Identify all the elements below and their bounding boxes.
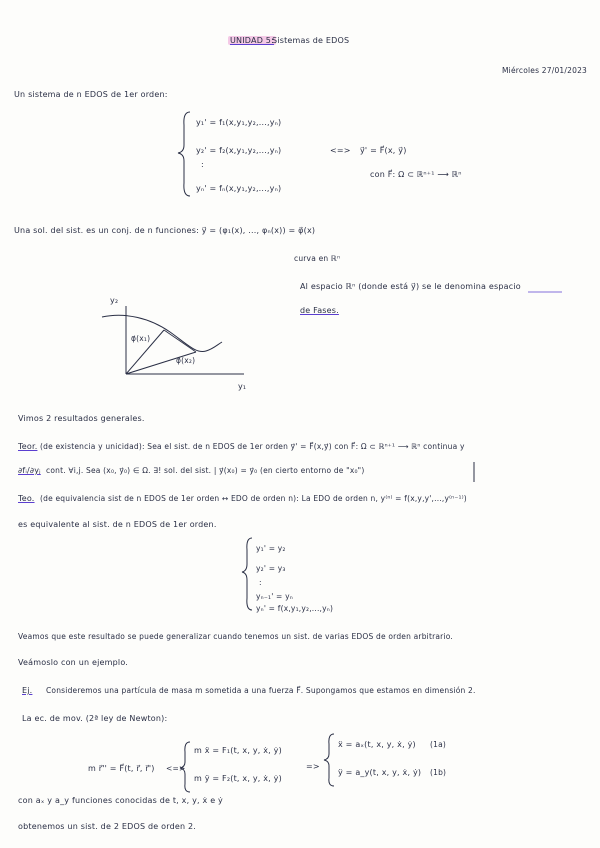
system-eq-2: y₂' = f₂(x,y₁,y₂,...,yₙ) (196, 146, 282, 155)
intro-line: Un sistema de n EDOS de 1er orden: (14, 90, 168, 99)
example-intro: Veámoslo con un ejemplo. (18, 658, 129, 667)
implies-symbol: => (306, 762, 320, 771)
theorem-2-line-1: (de equivalencia sist de n EDOS de 1er orden ↔ EDO de orden n): La EDO de orden n, y⁽ⁿ⁾ = f(x,y,y',...,y⁽ⁿ⁻¹⁾) (40, 494, 467, 503)
curve-note: curva en ℝⁿ (294, 254, 341, 263)
example-brace-2 (324, 734, 334, 786)
solution-curve (102, 315, 222, 351)
newton-vector-eq: m r⃗'' = F⃗(t, r⃗, r⃗') (88, 764, 155, 773)
generalize-line: Veamos que este resultado se puede generalizar cuando tenemos un sist. de varias EDOS de orden arbitrario. (18, 632, 453, 641)
phi-x2-label: φ⃗(x₂) (176, 356, 196, 365)
eq-tag-1a: (1a) (430, 740, 447, 749)
solution-line: Una sol. del sist. es un conj. de n funciones: y⃗ = (φ₁(x), ..., φₙ(x)) = φ⃗(x) (14, 226, 316, 235)
newton-x-eq: m ẍ = F₁(t, x, y, ẋ, ẏ) (194, 746, 282, 755)
graph-x-label: y₁ (238, 382, 247, 391)
system-eq-1: y₁' = f₁(x,y₁,y₂,...,yₙ) (196, 118, 282, 127)
phi-x1-label: φ⃗(x₁) (131, 334, 151, 343)
result-system-eq-1: y₁' = y₂ (256, 544, 286, 553)
equiv-symbol: <=> (330, 146, 351, 155)
results-intro: Vimos 2 resultados generales. (18, 414, 145, 423)
known-functions-line: con aₓ y a_y funciones conocidas de t, x, y, ẋ e ẏ (18, 796, 223, 805)
eq-tag-1b: (1b) (430, 768, 447, 777)
theorem-1-line-2: cont. ∀i,j. Sea (x₀, y⃗₀) ∈ Ω. ∃! sol. del sist. | y⃗(x₀) = y⃗₀ (en cierto entorno de "x₀") (46, 466, 365, 475)
phase-space-line-2: de Fases. (300, 306, 339, 315)
vector-equation: y⃗' = F⃗(x, y⃗) (360, 146, 407, 155)
conclusion-line: obtenemos un sist. de 2 EDOS de orden 2. (18, 822, 197, 831)
date-label: Miércoles 27/01/2023 (502, 66, 588, 75)
result-system-dots: : (259, 578, 262, 587)
theorem-1-line-1: (de existencia y unicidad): Sea el sist. de n EDOS de 1er orden y⃗' = F⃗(x,y⃗) con F⃗: Ω ⊂ ℝⁿ⁺¹ ⟶ ℝⁿ continua y (40, 442, 465, 451)
newton-y-eq: m ÿ = F₂(t, x, y, ẋ, ẏ) (194, 774, 282, 783)
page-title: Sistemas de EDOS (272, 36, 350, 45)
system-eq-n: yₙ' = fₙ(x,y₁,y₂,...,yₙ) (196, 184, 282, 193)
example-tag: Ej. (22, 686, 33, 695)
theorem-1-tag: Teor. (18, 442, 38, 451)
theorem-2-line-2: es equivalente al sist. de n EDOS de 1er orden. (18, 520, 217, 529)
accel-y-eq: ÿ = a_y(t, x, y, ẋ, ẏ) (338, 768, 422, 777)
result-brace (242, 538, 252, 610)
system-brace (178, 112, 190, 196)
newton-equiv: <=> (166, 764, 186, 773)
unit-label: UNIDAD 5: (230, 36, 274, 45)
result-system-eq-n: yₙ' = f(x,y₁,y₂,...,yₙ) (256, 604, 334, 613)
phase-space-line-1: Al espacio ℝⁿ (donde está y⃗) se le denomina espacio (300, 282, 521, 291)
theorem-2-tag: Teo. (18, 494, 35, 503)
example-text: Consideremos una partícula de masa m sometida a una fuerza F⃗. Supongamos que estamos en dimensión 2. (46, 686, 476, 695)
system-dots: : (201, 160, 204, 169)
domain-statement: con F⃗: Ω ⊂ ℝⁿ⁺¹ ⟶ ℝⁿ (370, 170, 462, 179)
graph-y-label: y₂ (110, 296, 119, 305)
result-system-eq-2: y₂' = y₃ (256, 564, 286, 573)
theorem-1-fraction: ∂fᵢ/∂yⱼ (18, 466, 41, 475)
result-system-eq-n-1: yₙ₋₁' = yₙ (256, 592, 293, 601)
newton-law: La ec. de mov. (2ª ley de Newton): (22, 714, 168, 723)
accel-x-eq: ẍ = aₓ(t, x, y, ẋ, ẏ) (338, 740, 416, 749)
